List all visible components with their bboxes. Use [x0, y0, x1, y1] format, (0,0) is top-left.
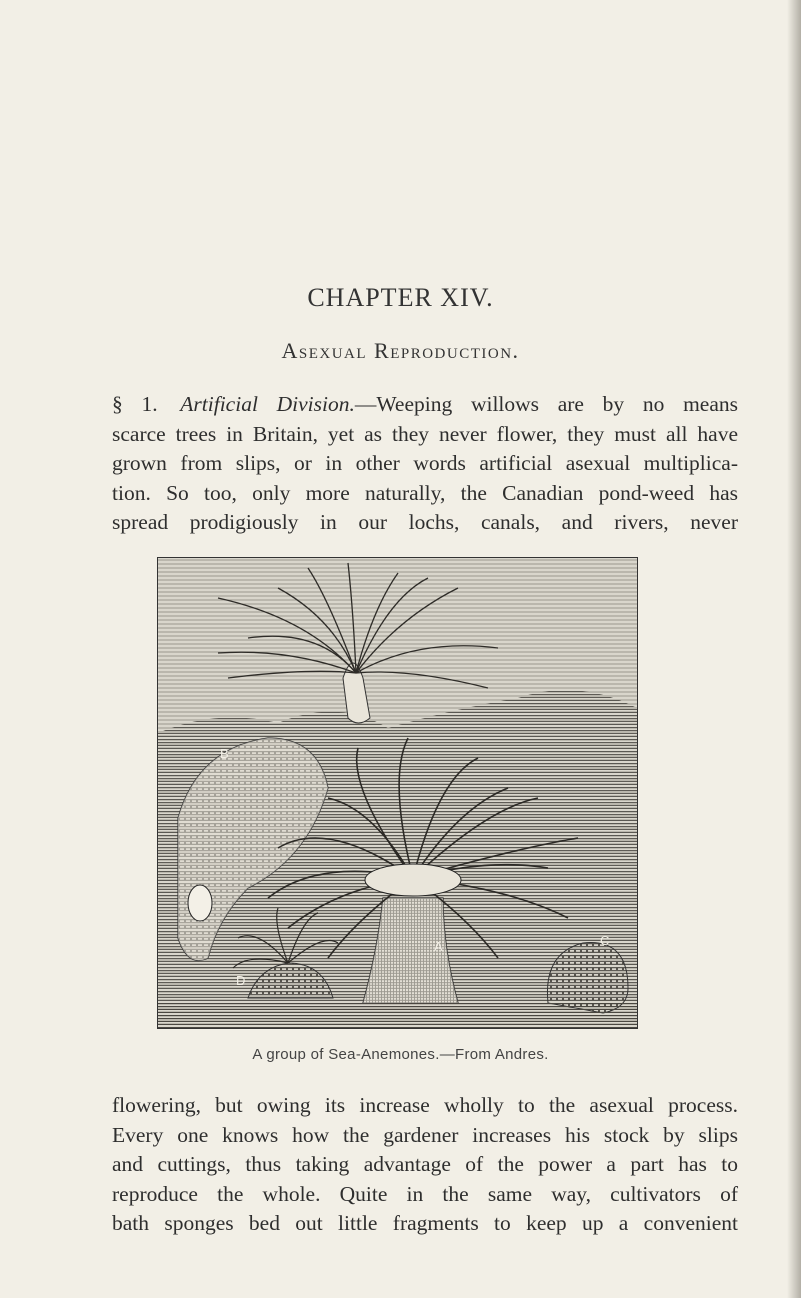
- anemone-a-disc: [365, 864, 461, 896]
- figure-label-b: B: [220, 746, 229, 761]
- paragraph-line: flowering, but owing its increase wholly to the asexual process.: [112, 1093, 738, 1117]
- chapter-title: CHAPTER XIV.: [307, 283, 494, 312]
- paragraph-line: tion. So too, only more naturally, the Canadian pond-weed has: [112, 480, 738, 505]
- paragraph-artificial-division: [112, 390, 738, 538]
- section-title: Asexual Reproduction.: [281, 338, 520, 363]
- sea-anemones-engraving: [157, 557, 638, 1029]
- paragraph-line: grown from slips, or in other words artificial asexual multiplica-: [112, 451, 738, 475]
- section-mark: § 1.: [112, 392, 158, 416]
- figure-label-d: D: [236, 973, 246, 988]
- paragraph-line: spread prodigiously in our lochs, canals, and rivers, never: [112, 510, 738, 534]
- paragraph-heading: Artificial Division.: [180, 392, 355, 416]
- figure-label-c: C: [600, 933, 610, 948]
- paragraph-line: scarce trees in Britain, yet as they never flower, they must all have: [112, 421, 738, 446]
- page-edge-shadow: [787, 0, 801, 1298]
- paragraph-line: bath sponges bed out little fragments to keep up a convenient: [112, 1211, 738, 1235]
- anemone-b-mouth: [188, 885, 212, 921]
- figure-caption: A group of Sea-Anemones.—From Andres.: [252, 1046, 549, 1063]
- paragraph-line: Every one knows how the gardener increases his stock by slips: [112, 1122, 738, 1147]
- paragraph-line: [112, 390, 738, 420]
- paragraph-continuation: [112, 1091, 738, 1239]
- engraving-illustration: [158, 558, 637, 1028]
- seabed: [158, 1003, 637, 1028]
- paragraph-line: and cuttings, thus taking advantage of the power a part has to: [112, 1152, 738, 1176]
- paragraph-line-text: —Weeping willows are by no means: [354, 392, 738, 416]
- figure-label-a: A: [434, 939, 443, 954]
- paragraph-line: reproduce the whole. Quite in the same way, cultivators of: [112, 1181, 738, 1206]
